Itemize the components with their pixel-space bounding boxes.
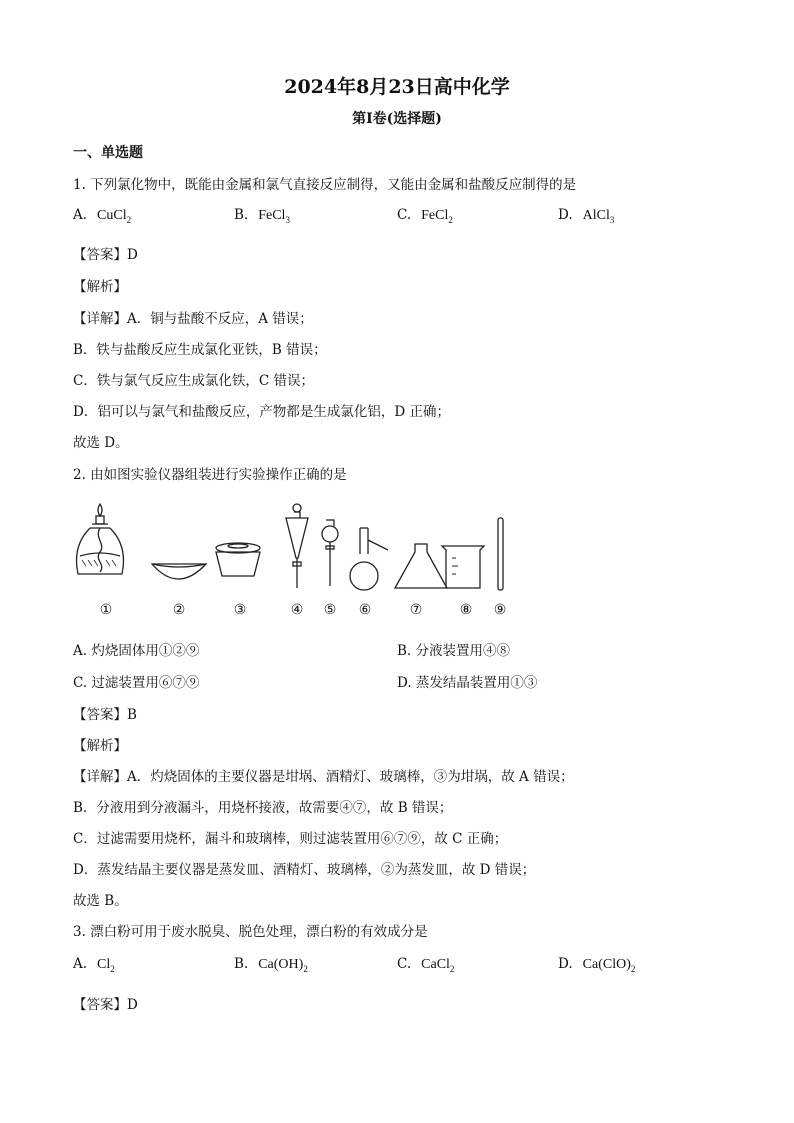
apparatus-label: ① — [99, 602, 113, 618]
q1-option-b[interactable]: B. FeCl$_3$ — [234, 207, 290, 225]
q1-option-a[interactable]: A. CuCl$_2$ — [73, 207, 132, 225]
question-1-stem: 1. 下列氯化物中，既能由金属和氯气直接反应制得，又能由金属和盐酸反应制得的是 — [73, 177, 577, 193]
question-2-stem: 2. 由如图实验仪器组装进行实验操作正确的是 — [73, 467, 347, 483]
q1-option-d[interactable]: D. AlCl$_3$ — [558, 207, 615, 225]
q3-option-d[interactable]: D. $Ca(ClO)_2$ — [558, 956, 636, 974]
q3-answer: 【答案】D — [73, 997, 138, 1013]
q2-detail-line: 故选 B。 — [73, 893, 128, 909]
q2-option-c[interactable]: C. 过滤装置用⑥⑦⑨ — [73, 675, 200, 691]
page-subtitle: 第I卷(选择题) — [352, 111, 442, 127]
q2-detail-line: C．过滤需要用烧杯，漏斗和玻璃棒，则过滤装置用⑥⑦⑨，故 C 正确； — [73, 831, 508, 847]
q2-detail-line: 【详解】A．灼烧固体的主要仪器是坩埚、酒精灯、玻璃棒，③为坩埚，故 A 错误； — [73, 769, 574, 785]
apparatus-label: ⑧ — [459, 602, 473, 618]
evaporating-dish-icon — [152, 564, 206, 579]
q1-detail-line: B．铁与盐酸反应生成氯化亚铁，B 错误； — [73, 342, 327, 358]
q2-analysis-label: 【解析】 — [73, 738, 127, 754]
q1-option-c[interactable]: C. FeCl$_2$ — [397, 207, 453, 225]
apparatus-label: ② — [172, 602, 186, 618]
apparatus-label: ③ — [233, 602, 247, 618]
question-3-stem: 3. 漂白粉可用于废水脱臭、脱色处理，漂白粉的有效成分是 — [73, 924, 428, 940]
q2-option-d[interactable]: D. 蒸发结晶装置用①③ — [397, 675, 538, 691]
lab-apparatus-figure — [70, 498, 520, 602]
q3-option-c[interactable]: C. CaCl$_2$ — [397, 956, 455, 974]
q2-detail-line: B．分液用到分液漏斗，用烧杯接液，故需要④⑦，故 B 错误； — [73, 800, 453, 816]
apparatus-label: ④ — [290, 602, 304, 618]
page-title: 2024年8月23日高中化学 — [284, 76, 510, 98]
dropping-funnel-icon — [322, 520, 338, 586]
apparatus-label: ⑤ — [323, 602, 337, 618]
glass-rod-icon — [498, 518, 503, 590]
q2-detail-line: D．蒸发结晶主要仪器是蒸发皿、酒精灯、玻璃棒，②为蒸发皿，故 D 错误； — [73, 862, 536, 878]
distillation-flask-icon — [350, 528, 388, 590]
q1-detail-line: C．铁与氯气反应生成氯化铁，C 错误； — [73, 373, 314, 389]
q1-analysis-label: 【解析】 — [73, 279, 127, 295]
q1-answer: 【答案】D — [73, 247, 138, 263]
section-heading: 一、单选题 — [73, 145, 143, 161]
alcohol-lamp-icon — [77, 504, 124, 574]
q1-detail-line: 故选 D。 — [73, 435, 129, 451]
beaker-icon — [442, 546, 484, 588]
q2-answer: 【答案】B — [73, 707, 137, 723]
apparatus-label: ⑦ — [409, 602, 423, 618]
crucible-icon — [216, 543, 260, 576]
separatory-funnel-icon — [286, 504, 308, 588]
q2-option-b[interactable]: B. 分液装置用④⑧ — [397, 643, 511, 659]
conical-flask-icon — [395, 544, 447, 588]
q2-option-a[interactable]: A. 灼烧固体用①②⑨ — [73, 643, 200, 659]
apparatus-label: ⑥ — [358, 602, 372, 618]
q1-detail-line: 【详解】A．铜与盐酸不反应，A 错误； — [73, 311, 313, 327]
q1-detail-line: D．铝可以与氯气和盐酸反应，产物都是生成氯化铝，D 正确； — [73, 404, 450, 420]
apparatus-label: ⑨ — [493, 602, 507, 618]
q3-option-b[interactable]: B. $Ca(OH)_2$ — [234, 956, 308, 974]
q3-option-a[interactable]: A. $Cl_2$ — [73, 956, 115, 974]
